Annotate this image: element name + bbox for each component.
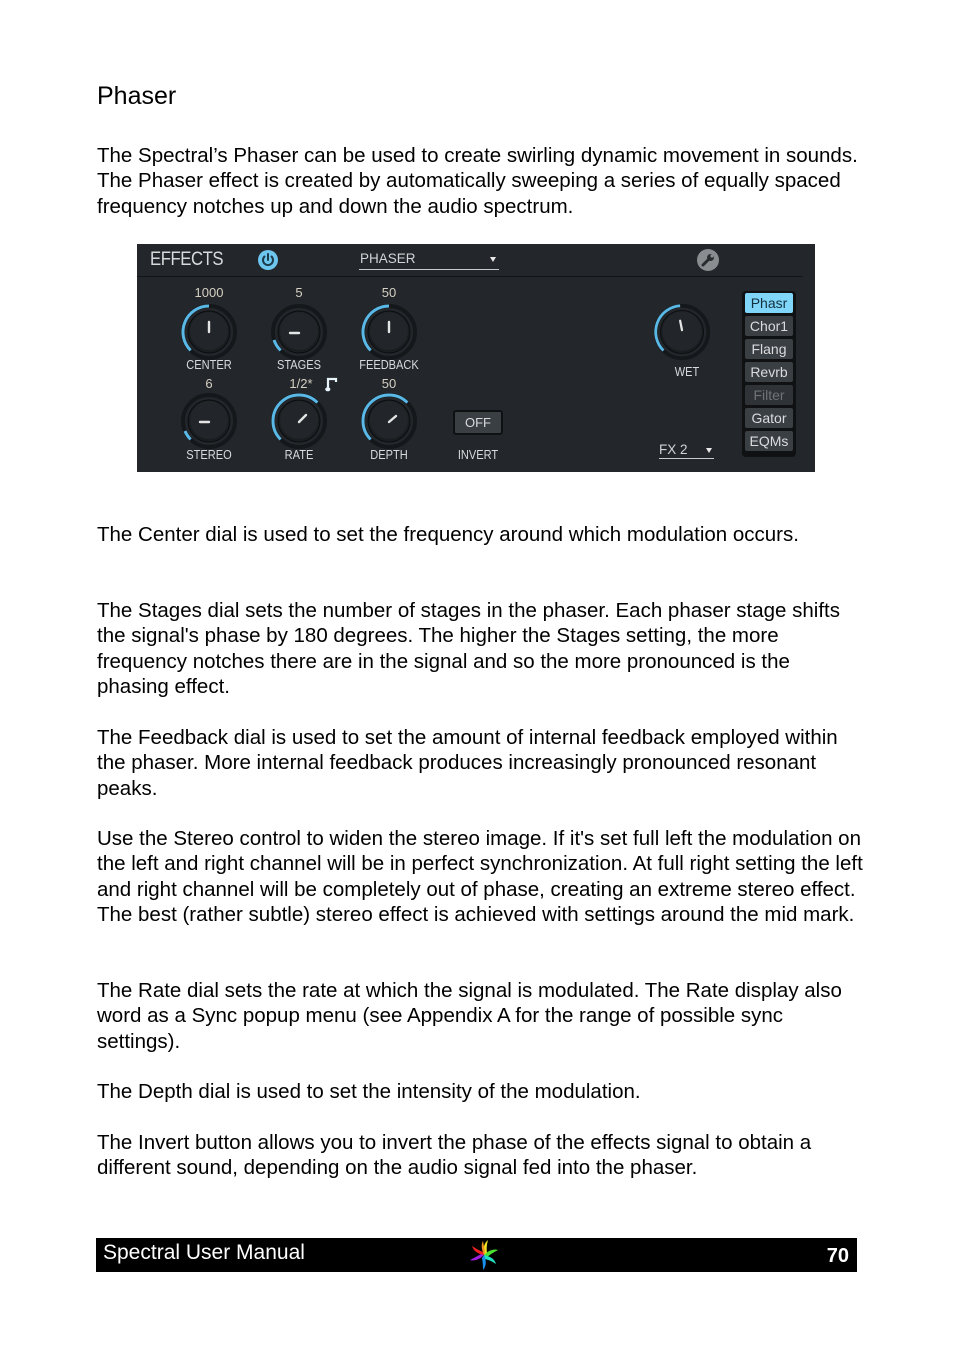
music-note-icon[interactable]	[325, 376, 339, 392]
depth-value: 50	[381, 376, 397, 391]
chevron-down-icon	[706, 448, 712, 453]
rate-description: The Rate dial sets the rate at which the signal is modulated. The Rate display also word as a Sync popup menu (see Appendix A for the range of possible sync settings).	[97, 979, 842, 1053]
page-footer	[96, 1238, 857, 1272]
rate-value[interactable]: 1/2*	[289, 376, 313, 391]
center-description: The Center dial is used to set the frequency around which modulation occurs.	[97, 523, 799, 546]
depth-knob[interactable]	[359, 391, 419, 451]
effects-panel	[137, 244, 815, 472]
feedback-description: The Feedback dial is used to set the amount of internal feedback employed within the phaser. More internal feedback produces increasingly pronounced resonant peaks.	[97, 726, 838, 800]
stereo-label: STEREO	[186, 447, 232, 462]
stages-knob[interactable]	[269, 302, 329, 362]
effect-item-eqms[interactable]: EQMs	[745, 431, 793, 451]
page-heading: Phaser	[97, 82, 177, 110]
effect-item-filter[interactable]: Filter	[745, 385, 793, 405]
effect-item-gator[interactable]: Gator	[745, 408, 793, 428]
stereo-description: Use the Stereo control to widen the stereo image. If it's set full left the modulation on the left and right channel will be in perfect synchronization. At full right setting the left and right channel will be completely out of phase, creating an extreme stereo effect. The best (rather subtle) stereo effect is achieved with settings around the mid mark.	[97, 827, 863, 927]
fx-slot-value: FX 2	[659, 442, 688, 457]
wet-label: WET	[674, 364, 700, 379]
intro-paragraph: The Spectral’s Phaser can be used to create swirling dynamic movement in sounds. The Phaser effect is created by automatically sweeping a series of equally spaced frequency notches up and down the audio spectrum.	[97, 144, 858, 218]
effect-item-phasr[interactable]: Phasr	[745, 293, 793, 313]
center-knob[interactable]	[179, 302, 239, 362]
feedback-knob[interactable]	[359, 302, 419, 362]
effect-type-value: PHASER	[360, 251, 416, 266]
wet-knob[interactable]	[652, 302, 712, 362]
feedback-value: 50	[381, 285, 397, 300]
stages-label: STAGES	[276, 357, 322, 372]
effect-type-dropdown[interactable]	[359, 251, 499, 270]
depth-description: The Depth dial is used to set the intensity of the modulation.	[97, 1080, 641, 1103]
stereo-knob[interactable]	[179, 391, 239, 451]
stereo-value: 6	[205, 376, 213, 391]
fx-slot-dropdown[interactable]	[659, 442, 714, 459]
effect-list	[742, 291, 796, 457]
power-icon[interactable]	[258, 250, 278, 270]
feedback-label: FEEDBACK	[359, 357, 419, 372]
center-value: 1000	[194, 285, 224, 300]
invert-description: The Invert button allows you to invert the phase of the effects signal to obtain a different sound, depending on the audio signal fed into the phaser.	[97, 1131, 812, 1180]
stages-value: 5	[295, 285, 303, 300]
invert-label: INVERT	[457, 447, 499, 462]
stages-description: The Stages dial sets the number of stages in the phaser. Each phaser stage shifts the signal's phase by 180 degrees. The higher the Stages setting, the more frequency notches there are in the signal and so the more pronounced is the phasing effect.	[97, 599, 840, 699]
effect-item-flang[interactable]: Flang	[745, 339, 793, 359]
chevron-down-icon	[490, 257, 496, 262]
effect-item-chor1[interactable]: Chor1	[745, 316, 793, 336]
center-label: CENTER	[186, 357, 232, 372]
wrench-icon[interactable]	[697, 249, 719, 271]
effect-item-revrb[interactable]: Revrb	[745, 362, 793, 382]
effects-header	[137, 244, 803, 277]
rate-knob[interactable]	[269, 391, 329, 451]
spectral-logo-icon	[467, 1238, 501, 1272]
invert-button[interactable]: OFF	[453, 410, 503, 435]
rate-label: RATE	[284, 447, 314, 462]
depth-label: DEPTH	[370, 447, 408, 462]
page-number: 70	[826, 1245, 849, 1267]
footer-title: Spectral User Manual	[103, 1241, 305, 1264]
effects-title: EFFECTS	[150, 249, 224, 270]
